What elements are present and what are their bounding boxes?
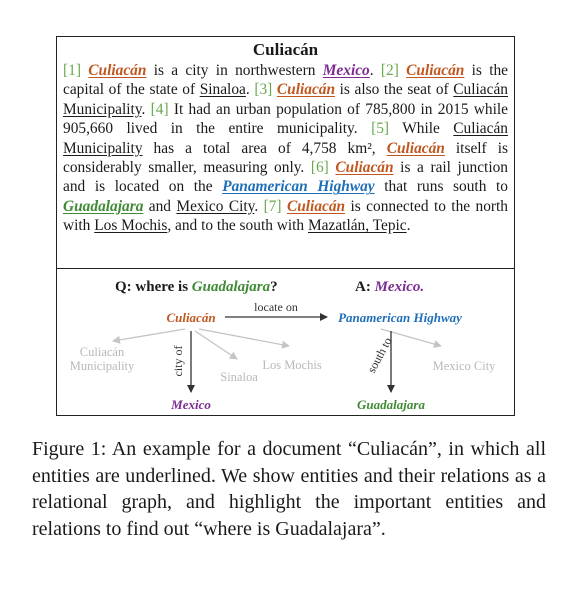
node-mexico: Mexico <box>171 397 211 412</box>
sentence-text: is a city in northwestern <box>146 62 323 79</box>
sentence-text: . <box>254 197 264 215</box>
sentence-number: [2] <box>380 62 399 79</box>
edge-culiacan-los-mochis <box>199 329 289 346</box>
document-text <box>63 61 508 236</box>
entity-mention: Sinaloa <box>199 81 246 99</box>
relational-graph <box>57 269 514 415</box>
question-text: Q: where is Guadalajara? <box>115 279 278 295</box>
relation-locate-on: locate on <box>254 300 298 314</box>
entity-mention: Mexico City <box>176 197 255 215</box>
entity-mention: Culiacán <box>88 62 147 79</box>
node-guadalajara: Guadalajara <box>357 397 425 412</box>
entity-mention: Culiacán <box>386 139 445 157</box>
entity-mention: Los Mochis <box>94 217 168 235</box>
sentence-text: is a rail junction and is located on the <box>63 159 508 196</box>
node-sinaloa: Sinaloa <box>220 370 258 384</box>
sentence-text: that runs south to <box>374 178 508 196</box>
graph-svg <box>57 269 514 415</box>
entity-mention: Mazatlán, Tepic <box>307 217 407 235</box>
entity-mention: Guadalajara <box>63 197 144 215</box>
document-title: Culiacán <box>252 40 319 59</box>
entity-mention: Culiacán <box>276 81 336 99</box>
node-mexico-city: Mexico City <box>432 359 496 373</box>
node-municipality-line1: Culiacán <box>79 345 125 359</box>
entity-mention: Culiacán <box>286 197 346 215</box>
document-panel <box>57 37 514 269</box>
sentence-number: [3] <box>254 81 273 99</box>
answer-text: A: Mexico. <box>355 279 425 295</box>
node-municipality-line2: Municipality <box>69 359 135 373</box>
sentence-text: and <box>143 197 177 215</box>
sentence-text: is connected to the north with <box>63 197 508 235</box>
entity-mention: Panamerican Highway <box>222 178 375 196</box>
sentence-number: [4] <box>150 100 169 118</box>
sentence-text: itself is considerably smaller, measuring only. <box>63 139 508 177</box>
entity-mention: Culiacán Municipality <box>63 120 508 157</box>
sentence-text: has a total area of 4,758 km², <box>142 139 387 157</box>
node-culiacan: Culiacán <box>166 310 216 325</box>
sentence-number: [6] <box>310 159 329 177</box>
entity-mention: Mexico <box>322 62 370 79</box>
entity-mention: Culiacán <box>406 62 465 79</box>
node-los-mochis: Los Mochis <box>262 358 322 372</box>
sentence-number: [5] <box>371 120 390 138</box>
relation-south-to: south to <box>364 334 395 376</box>
sentence-text: , and to the south with <box>167 217 308 235</box>
sentence-text: . <box>406 217 411 235</box>
entity-mention: Culiacán <box>335 159 394 177</box>
sentence-text: . <box>369 62 381 79</box>
sentence-text: is the capital of the state of <box>63 62 509 99</box>
entity-mention: Culiacán Municipality <box>63 81 508 118</box>
relation-city-of: city of <box>171 345 185 377</box>
sentence-number: [7] <box>263 197 282 215</box>
edge-culiacan-municipality <box>113 329 185 341</box>
figure-caption: Figure 1: An example for a document “Culiacán”, in which all entities are underlined. We show entities and their relations as a relational graph, and highlight the important entities and relations to find out “where is Guadalajara”. <box>32 438 546 540</box>
node-panamerican-highway: Panamerican Highway <box>338 310 462 325</box>
sentence-text: It had an urban population of 785,800 in 2015 while 905,660 lived in the entire municipality. <box>63 100 508 138</box>
sentence-text: is also the seat of <box>335 81 454 99</box>
sentence-number: [1] <box>63 62 81 79</box>
sentence-text: While <box>402 120 454 138</box>
sentence-text: . <box>245 81 255 99</box>
sentence-text: . <box>141 100 151 118</box>
figure-box <box>56 36 515 416</box>
